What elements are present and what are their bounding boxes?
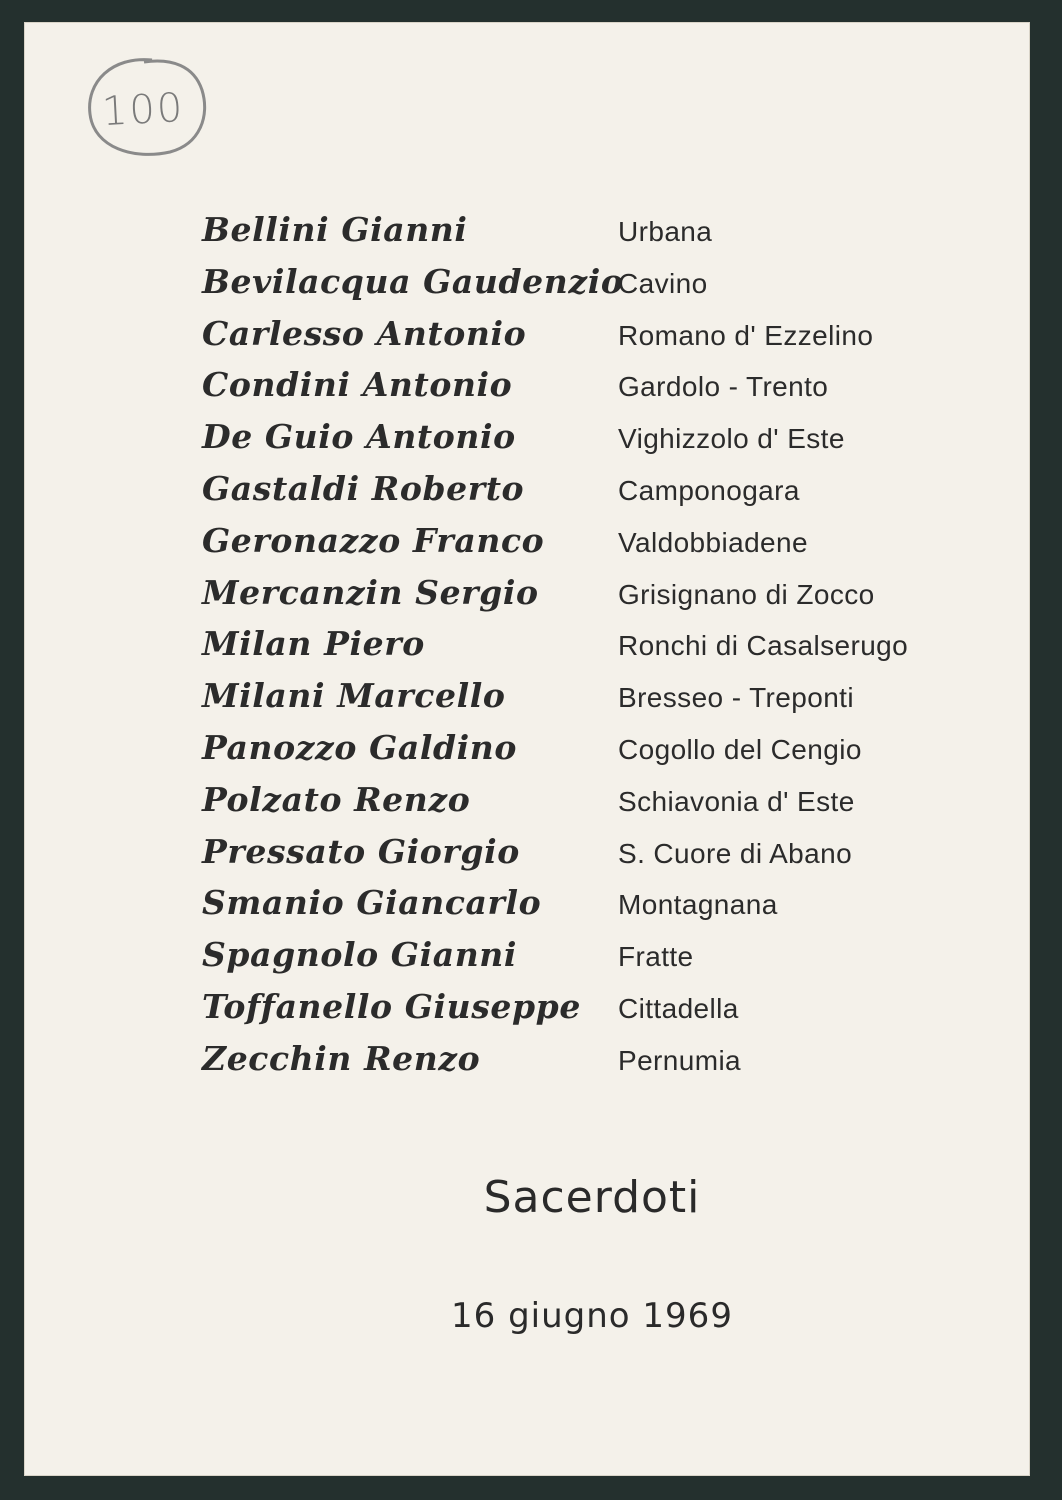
priest-name: Gastaldi Roberto xyxy=(202,468,525,508)
priest-name: Pressato Giorgio xyxy=(202,831,520,871)
roster-row xyxy=(202,469,962,521)
parish-place: Vighizzolo d' Este xyxy=(618,423,845,455)
priest-name: Polzato Renzo xyxy=(202,779,471,819)
parish-place: Montagnana xyxy=(618,889,778,921)
memorial-card xyxy=(24,22,1030,1476)
parish-place: Ronchi di Casalserugo xyxy=(618,630,909,662)
priest-name: Condini Antonio xyxy=(202,365,513,405)
roster-row xyxy=(202,624,962,676)
priest-name: Bellini Gianni xyxy=(202,210,468,249)
priest-name: Milan Piero xyxy=(202,624,425,664)
priest-name: Panozzo Galdino xyxy=(202,727,518,767)
parish-place: Grisignano di Zocco xyxy=(618,578,875,610)
card-title: Sacerdoti xyxy=(483,1172,701,1223)
roster-row xyxy=(202,935,962,987)
priest-name: Bevilacqua Gaudenzio xyxy=(202,261,624,301)
parish-place: Cogollo del Cengio xyxy=(618,733,862,765)
roster-row xyxy=(202,780,962,832)
priest-name: Spagnolo Gianni xyxy=(202,935,518,975)
roster-row xyxy=(202,262,962,314)
priest-name: Geronazzo Franco xyxy=(202,520,545,560)
parish-place: Fratte xyxy=(618,941,694,973)
roster-row xyxy=(202,417,962,469)
parish-place: Camponogara xyxy=(618,474,800,506)
roster-row xyxy=(202,987,962,1039)
roster-row xyxy=(202,314,962,366)
priest-name: Toffanello Giuseppe xyxy=(202,986,581,1026)
roster-row xyxy=(202,883,962,935)
roster-row xyxy=(202,573,962,625)
card-date: 16 giugno 1969 xyxy=(451,1296,733,1336)
parish-place: Cittadella xyxy=(618,992,739,1024)
parish-place: Urbana xyxy=(618,216,713,247)
parish-place: S. Cuore di Abano xyxy=(618,837,853,869)
priest-name: Carlesso Antonio xyxy=(202,313,527,353)
priest-name: Mercanzin Sergio xyxy=(202,572,539,612)
parish-place: Cavino xyxy=(618,267,708,299)
roster-row xyxy=(202,210,962,262)
parish-place: Pernumia xyxy=(618,1044,742,1076)
priest-name: Smanio Giancarlo xyxy=(202,883,542,923)
roster-row xyxy=(202,832,962,884)
pencil-number: 100 xyxy=(100,84,186,136)
roster-row xyxy=(202,676,962,728)
roster-row xyxy=(202,728,962,780)
parish-place: Bresseo - Treponti xyxy=(618,682,854,714)
parish-place: Gardolo - Trento xyxy=(618,371,829,403)
priest-roster xyxy=(202,210,962,1091)
parish-place: Romano d' Ezzelino xyxy=(618,319,874,351)
parish-place: Schiavonia d' Este xyxy=(618,785,855,817)
roster-row xyxy=(202,1039,962,1091)
roster-row xyxy=(202,521,962,573)
parish-place: Valdobbiadene xyxy=(618,526,808,558)
roster-row xyxy=(202,365,962,417)
priest-name: De Guio Antonio xyxy=(202,417,516,457)
priest-name: Zecchin Renzo xyxy=(202,1038,481,1078)
priest-name: Milani Marcello xyxy=(202,676,506,716)
